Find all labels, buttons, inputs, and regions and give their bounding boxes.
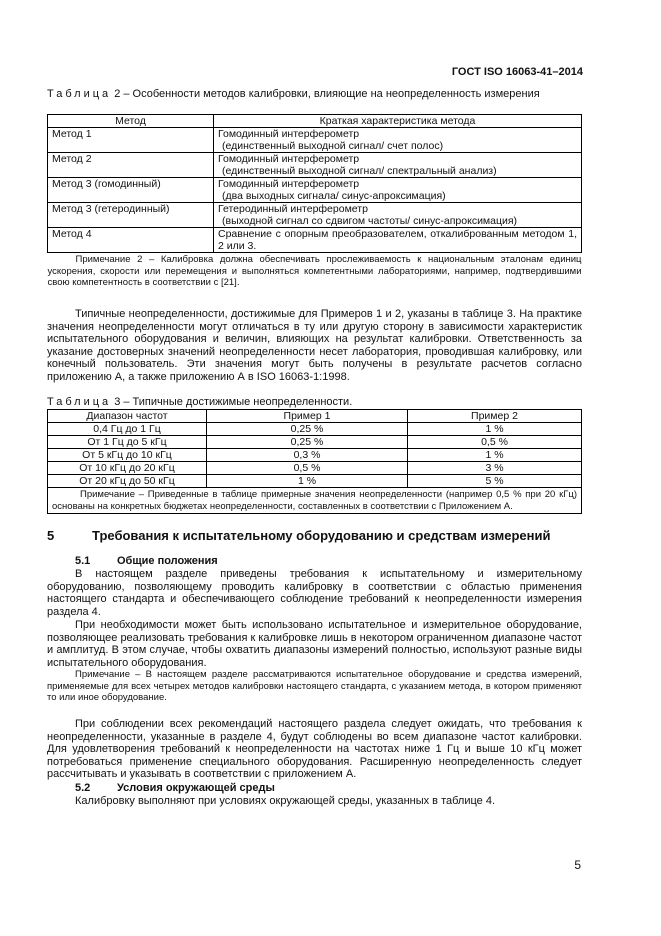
table-header-row bbox=[48, 115, 582, 128]
section-5-heading bbox=[47, 528, 551, 543]
description-cell: Сравнение с опорным преобразователем, откалиброванным методом 1, 2 или 3. bbox=[214, 228, 582, 253]
description-cell bbox=[214, 128, 582, 153]
frequency-cell: 0,4 Гц до 1 Гц bbox=[48, 423, 207, 436]
description-cell bbox=[214, 153, 582, 178]
table3-caption bbox=[47, 396, 582, 408]
table-row bbox=[48, 436, 582, 449]
description-line: Гомодинный интерферометр bbox=[218, 178, 360, 190]
table-header-row bbox=[48, 410, 582, 423]
table-row bbox=[48, 178, 582, 203]
section-title: Требования к испытательному оборудованию и средствам измерений bbox=[92, 528, 551, 543]
description-line: Гомодинный интерферометр bbox=[218, 128, 360, 140]
example2-cell: 1 % bbox=[408, 423, 582, 436]
table3-caption-text: 3 – Типичные достижимые неопределенности. bbox=[114, 396, 353, 408]
table2-caption-text: 2 – Особенности методов калибровки, влияющие на неопределенность измерения bbox=[114, 88, 540, 100]
example1-cell: 0,5 % bbox=[207, 462, 408, 475]
table-row bbox=[48, 203, 582, 228]
table2 bbox=[47, 114, 582, 289]
table2-note: Примечание 2 – Калибровка должна обеспечивать прослеживаемость к национальным эталонам единиц ускорения, скорости или перемещения и выполняться компетентными лабораториями, например, подтвердившими свою компетентность в соответствии с [21]. bbox=[47, 254, 582, 288]
method-cell: Метод 4 bbox=[48, 228, 214, 253]
table3-caption-word: Таблица bbox=[47, 396, 112, 408]
description-line: (единственный выходной сигнал/ счет полос) bbox=[222, 140, 444, 152]
section-number: 5.1 bbox=[75, 555, 91, 567]
method-cell: Метод 1 bbox=[48, 128, 214, 153]
table-note-row bbox=[48, 488, 582, 514]
standard-code-header: ГОСТ ISO 16063-41–2014 bbox=[451, 66, 583, 78]
table-row bbox=[48, 128, 582, 153]
frequency-cell: От 20 кГц до 50 кГц bbox=[48, 475, 207, 488]
table-row bbox=[48, 449, 582, 462]
table3-note: Примечание – Приведенные в таблице примерные значения неопределенности (например 0,5 % при 20 кГц) основаны на конкретных бюджетах неопределенности, составленных в соответствии с Приложением А. bbox=[48, 488, 582, 514]
example1-cell: 1 % bbox=[207, 475, 408, 488]
table-row bbox=[48, 228, 582, 253]
paragraph-5-1-c: При соблюдении всех рекомендаций настоящего раздела следует ожидать, что требования к неопределенности, указанные в разделе 4, будут соблюдены во всем диапазоне частот калибровки. Для удовлетворения требований к неопределенности на частотах ниже 1 Гц и выше 10 кГц может потребоваться применение специального оборудования. Расширенную неопределенность следует рассчитывать и указывать в соответствии с приложением А. bbox=[47, 718, 582, 780]
example2-cell: 0,5 % bbox=[408, 436, 582, 449]
frequency-cell: От 5 кГц до 10 кГц bbox=[48, 449, 207, 462]
table-row bbox=[48, 462, 582, 475]
frequency-cell: От 1 Гц до 5 кГц bbox=[48, 436, 207, 449]
table-row bbox=[48, 475, 582, 488]
paragraph-5-1-a: В настоящем разделе приведены требования к испытательному и измерительному оборудованию, позволяющему проводить калибровку в соответствии с областью применения настоящего стандарта и обеспечивающего соблюдение требований к неопределенности измерения раздела 4. bbox=[47, 568, 582, 618]
paragraph-5-1-b: При необходимости может быть использовано испытательное и измерительное оборудование, позволяющее реализовать требования к калибровке лишь в некотором ограниченном диапазоне частот и амплитуд. В этом случае, чтобы охватить диапазоны измерений полностью, используют разные виды испытательного оборудования. bbox=[47, 619, 582, 669]
method-cell: Метод 2 bbox=[48, 153, 214, 178]
section-number: 5 bbox=[47, 528, 55, 543]
method-cell: Метод 3 (гетеродинный) bbox=[48, 203, 214, 228]
example1-cell: 0,25 % bbox=[207, 436, 408, 449]
table-row bbox=[48, 423, 582, 436]
section-5-2-heading bbox=[75, 782, 275, 794]
example1-cell: 0,25 % bbox=[207, 423, 408, 436]
table-header-cell: Краткая характеристика метода bbox=[214, 115, 582, 128]
example1-cell: 0,3 % bbox=[207, 449, 408, 462]
section-5-1-heading bbox=[75, 555, 218, 567]
table-header-cell: Метод bbox=[48, 115, 214, 128]
section-title: Условия окружающей среды bbox=[117, 782, 275, 794]
section-title: Общие положения bbox=[117, 555, 218, 567]
note-5-1: Примечание – В настоящем разделе рассматриваются испытательное оборудование и средства измерений, применяемые для всех четырех методов калибровки настоящего стандарта, с указанием метода, в котором применяют то или иное оборудование. bbox=[47, 669, 582, 703]
paragraph-typical-uncertainty: Типичные неопределенности, достижимые для Примеров 1 и 2, указаны в таблице 3. На практике значения неопределенности могут отличаться в ту или другую сторону в зависимости характеристик испытательного оборудования и величин, влияющих на результат калибровки. Ответственность за указание достоверных значений неопределенности несет лаборатория, проводившая калибровку, или конечный пользователь. Эти значения могут быть получены в результате расчетов согласно приложению А, а также приложению А в ISO 16063-1:1998. bbox=[47, 308, 582, 383]
example2-cell: 5 % bbox=[408, 475, 582, 488]
page-number: 5 bbox=[574, 858, 581, 872]
paragraph-5-2: Калибровку выполняют при условиях окружающей среды, указанных в таблице 4. bbox=[75, 795, 496, 807]
table3 bbox=[47, 409, 582, 514]
table-header-cell: Диапазон частот bbox=[48, 410, 207, 423]
description-line: (два выходных сигнала/ синус-апроксимация) bbox=[222, 190, 446, 202]
table-header-cell: Пример 1 bbox=[207, 410, 408, 423]
method-cell: Метод 3 (гомодинный) bbox=[48, 178, 214, 203]
frequency-cell: От 10 кГц до 20 кГц bbox=[48, 462, 207, 475]
example2-cell: 3 % bbox=[408, 462, 582, 475]
description-line: Гомодинный интерферометр bbox=[218, 153, 360, 165]
table-row bbox=[48, 153, 582, 178]
table-header-cell: Пример 2 bbox=[408, 410, 582, 423]
table-note-row bbox=[48, 253, 582, 289]
description-line: Гетеродинный интерферометр bbox=[218, 203, 368, 215]
description-line: (выходной сигнал со сдвигом частоты/ синус-апроксимация) bbox=[222, 215, 518, 227]
description-cell bbox=[214, 203, 582, 228]
description-line: (единственный выходной сигнал/ спектральный анализ) bbox=[222, 165, 497, 177]
section-number: 5.2 bbox=[75, 782, 91, 794]
table2-caption-word: Таблица bbox=[47, 88, 112, 100]
table2-caption bbox=[47, 88, 582, 100]
description-cell bbox=[214, 178, 582, 203]
example2-cell: 1 % bbox=[408, 449, 582, 462]
